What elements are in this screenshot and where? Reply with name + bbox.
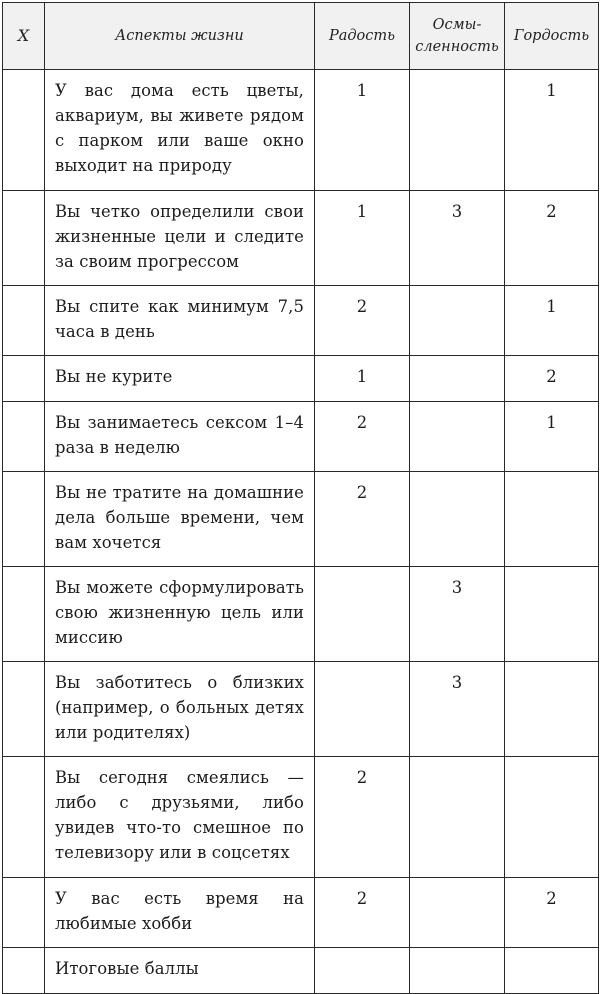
aspect-cell: Вы спите как минимум 7,5 часа в день <box>45 286 315 356</box>
x-mark-cell[interactable] <box>3 402 45 472</box>
pride-score: 2 <box>505 191 599 286</box>
meaning-score <box>410 878 505 948</box>
pride-score: 1 <box>505 402 599 472</box>
header-meaning-line1: Осмы- <box>432 17 482 33</box>
joy-score: 2 <box>315 757 410 878</box>
meaning-score <box>410 757 505 878</box>
joy-score: 1 <box>315 356 410 402</box>
total-meaning-cell[interactable] <box>410 948 505 994</box>
table-header-row <box>3 3 599 70</box>
table-row <box>3 191 599 286</box>
table-row <box>3 286 599 356</box>
aspect-cell: Вы занимаетесь сексом 1–4 раза в неделю <box>45 402 315 472</box>
meaning-score <box>410 286 505 356</box>
aspect-cell: Вы не тратите на домашние дела больше времени, чем вам хочется <box>45 472 315 567</box>
aspect-cell: У вас дома есть цветы, аквариум, вы живете рядом с парком или ваше окно выходит на природу <box>45 70 315 191</box>
joy-score <box>315 662 410 757</box>
joy-score: 2 <box>315 286 410 356</box>
pride-score: 1 <box>505 286 599 356</box>
joy-score: 1 <box>315 191 410 286</box>
table-row <box>3 878 599 948</box>
meaning-score <box>410 356 505 402</box>
pride-score: 2 <box>505 878 599 948</box>
x-mark-cell[interactable] <box>3 286 45 356</box>
header-meaning <box>410 3 505 70</box>
aspect-cell: Вы заботитесь о близких (например, о больных детях или родителях) <box>45 662 315 757</box>
table-row <box>3 757 599 878</box>
table-row <box>3 356 599 402</box>
pride-score <box>505 567 599 662</box>
x-mark-cell[interactable] <box>3 567 45 662</box>
x-mark-cell[interactable] <box>3 356 45 402</box>
header-aspects: Аспекты жизни <box>45 3 315 70</box>
aspect-cell: Вы четко определили свои жизненные цели и следите за своим прогрессом <box>45 191 315 286</box>
pride-score: 1 <box>505 70 599 191</box>
aspect-cell: Вы сегодня смеялись — либо с друзьями, либо увидев что-то смешное по телевизору или в соцсетях <box>45 757 315 878</box>
joy-score: 2 <box>315 402 410 472</box>
joy-score: 2 <box>315 472 410 567</box>
joy-score: 2 <box>315 878 410 948</box>
joy-score: 1 <box>315 70 410 191</box>
header-joy: Радость <box>315 3 410 70</box>
x-mark-cell[interactable] <box>3 878 45 948</box>
aspect-cell: Вы можете сформулировать свою жизненную цель или миссию <box>45 567 315 662</box>
table-row <box>3 662 599 757</box>
pride-score <box>505 757 599 878</box>
header-x-mark: Х <box>3 3 45 70</box>
header-meaning-line2: сленность <box>415 39 499 55</box>
aspect-cell: Вы не курите <box>45 356 315 402</box>
meaning-score: 3 <box>410 191 505 286</box>
aspect-cell: У вас есть время на любимые хобби <box>45 878 315 948</box>
x-mark-cell[interactable] <box>3 472 45 567</box>
meaning-score: 3 <box>410 662 505 757</box>
joy-score <box>315 567 410 662</box>
total-label: Итоговые баллы <box>45 948 315 994</box>
x-mark-cell[interactable] <box>3 662 45 757</box>
meaning-score <box>410 472 505 567</box>
table-row <box>3 402 599 472</box>
header-pride: Гордость <box>505 3 599 70</box>
meaning-score <box>410 70 505 191</box>
pride-score <box>505 472 599 567</box>
table-row <box>3 567 599 662</box>
meaning-score: 3 <box>410 567 505 662</box>
x-mark-cell[interactable] <box>3 757 45 878</box>
x-mark-cell <box>3 948 45 994</box>
table-row <box>3 70 599 191</box>
table-row <box>3 472 599 567</box>
pride-score: 2 <box>505 356 599 402</box>
total-pride-cell[interactable] <box>505 948 599 994</box>
life-aspects-table <box>2 2 599 994</box>
total-row <box>3 948 599 994</box>
x-mark-cell[interactable] <box>3 191 45 286</box>
meaning-score <box>410 402 505 472</box>
x-mark-cell[interactable] <box>3 70 45 191</box>
total-joy-cell[interactable] <box>315 948 410 994</box>
pride-score <box>505 662 599 757</box>
